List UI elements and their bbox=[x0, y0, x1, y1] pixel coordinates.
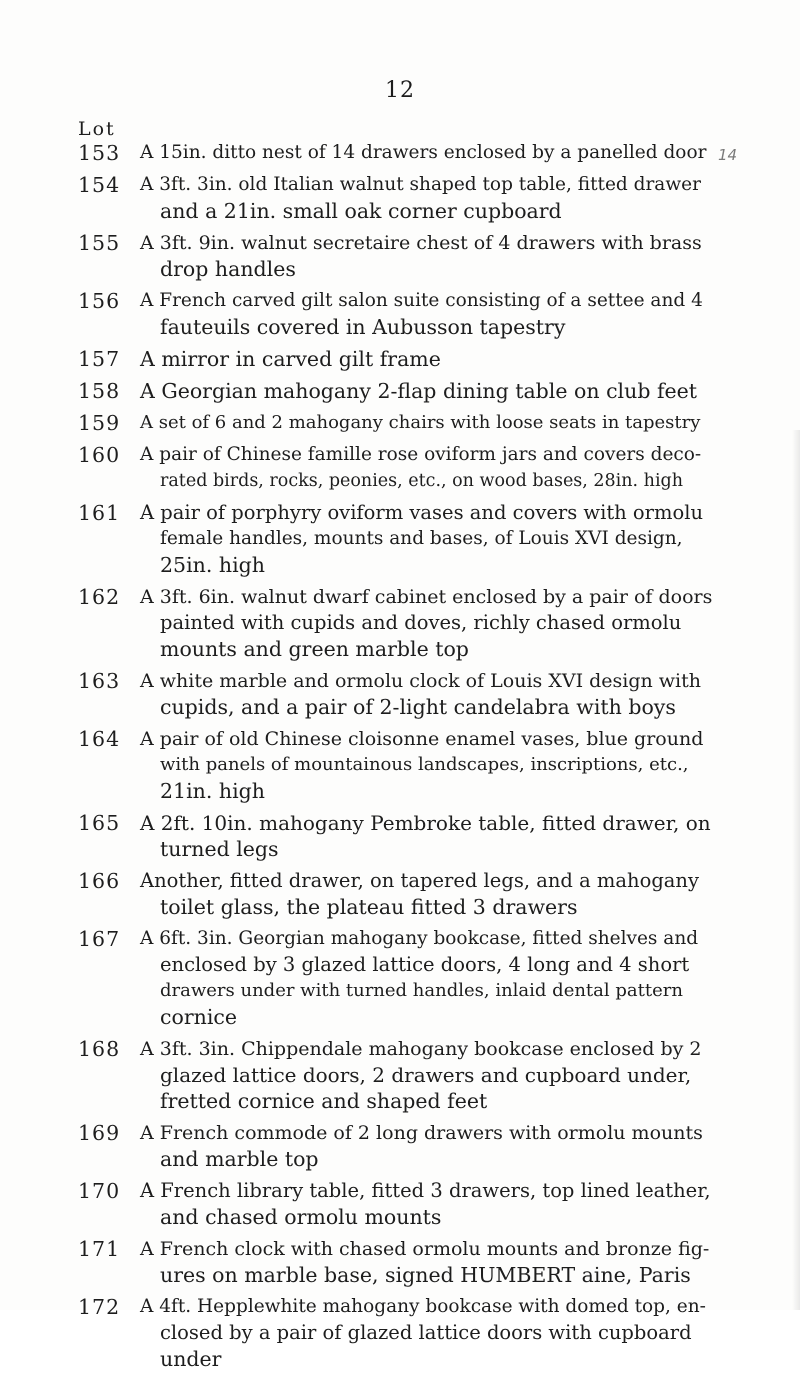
lot-description bbox=[140, 584, 712, 662]
lot-description-line: 25in. high bbox=[160, 553, 265, 577]
lot-description-line: A 3ft. 3in. Chippendale mahogany bookcase enclosed by 2 bbox=[140, 1038, 702, 1060]
lot-description-line: painted with cupids and doves, richly chased ormolu bbox=[160, 611, 682, 634]
lot-entry bbox=[0, 288, 800, 340]
lot-description-line: A set of 6 and 2 mahogany chairs with loose seats in tapestry bbox=[140, 412, 701, 433]
lot-description bbox=[140, 140, 712, 166]
lot-description-line: cornice bbox=[160, 1005, 237, 1029]
lot-number: 162 bbox=[78, 585, 121, 609]
lot-description-line: A French carved gilt salon suite consisting of a settee and 4 bbox=[140, 290, 703, 311]
lot-entry bbox=[0, 726, 800, 804]
lot-number: 153 bbox=[78, 141, 121, 165]
lot-number: 157 bbox=[78, 347, 121, 371]
lot-entry bbox=[0, 346, 800, 372]
lot-entry bbox=[0, 668, 800, 720]
lot-entry bbox=[0, 442, 800, 494]
lot-description-line: drop handles bbox=[160, 257, 296, 281]
lot-description-line: Another, fitted drawer, on tapered legs, and a mahogany bbox=[140, 869, 700, 892]
lot-entry bbox=[0, 378, 800, 404]
lot-number: 161 bbox=[78, 501, 121, 525]
lot-number: 169 bbox=[78, 1121, 121, 1145]
lot-number: 160 bbox=[78, 443, 121, 467]
lot-description bbox=[140, 726, 712, 804]
lot-entry bbox=[0, 1294, 800, 1372]
lot-number: 170 bbox=[78, 1179, 121, 1203]
lot-description bbox=[140, 1036, 712, 1114]
lot-description-line: with panels of mountainous landscapes, inscriptions, etc., bbox=[160, 754, 689, 775]
lot-number: 171 bbox=[78, 1237, 121, 1261]
lot-description-line: 21in. high bbox=[160, 779, 265, 803]
lot-description bbox=[140, 810, 712, 862]
lot-description bbox=[140, 346, 712, 372]
lot-description-line: A 3ft. 6in. walnut dwarf cabinet enclosed by a pair of doors bbox=[140, 586, 713, 608]
lot-description bbox=[140, 668, 712, 720]
lot-entry bbox=[0, 926, 800, 1030]
lot-description-line: mounts and green marble top bbox=[160, 637, 469, 661]
lot-description-line: fretted cornice and shaped feet bbox=[160, 1089, 488, 1113]
handwritten-price-note: 14 bbox=[718, 146, 738, 164]
lot-entry bbox=[0, 1178, 800, 1230]
lot-list bbox=[0, 140, 800, 1378]
lot-description bbox=[140, 172, 712, 224]
lot-entry bbox=[0, 500, 800, 578]
lot-description-line: A pair of porphyry oviform vases and covers with ormolu bbox=[140, 501, 704, 524]
lot-entry bbox=[0, 1036, 800, 1114]
lot-description-line: under bbox=[160, 1347, 222, 1371]
lot-description bbox=[140, 410, 712, 436]
lot-description bbox=[140, 1178, 712, 1230]
lot-entry bbox=[0, 172, 800, 224]
lot-description-line: turned legs bbox=[160, 837, 279, 861]
lot-description bbox=[140, 442, 712, 494]
lot-entry bbox=[0, 230, 800, 282]
lot-description-line: and chased ormolu mounts bbox=[160, 1205, 442, 1229]
lot-description-line: A 6ft. 3in. Georgian mahogany bookcase, fitted shelves and bbox=[140, 928, 699, 949]
lot-description-line: and a 21in. small oak corner cupboard bbox=[160, 199, 562, 223]
lot-number: 159 bbox=[78, 411, 121, 435]
lot-number: 154 bbox=[78, 173, 121, 197]
lot-number: 167 bbox=[78, 927, 121, 951]
lot-description-line: enclosed by 3 glazed lattice doors, 4 long and 4 short bbox=[160, 953, 690, 976]
lot-number: 165 bbox=[78, 811, 121, 835]
lot-description-line: A 15in. ditto nest of 14 drawers enclosed by a panelled door bbox=[140, 142, 707, 163]
lot-number: 164 bbox=[78, 727, 121, 751]
lot-entry bbox=[0, 810, 800, 862]
lot-description-line: A white marble and ormolu clock of Louis XVI design with bbox=[140, 670, 702, 692]
lot-description-line: A 3ft. 3in. old Italian walnut shaped top table, fitted drawer bbox=[140, 174, 701, 195]
lot-description-line: and marble top bbox=[160, 1147, 319, 1171]
lot-description-line: female handles, mounts and bases, of Louis XVI design, bbox=[160, 528, 683, 549]
lot-description-line: drawers under with turned handles, inlaid dental pattern bbox=[160, 980, 683, 1001]
lot-description-line: A Georgian mahogany 2-flap dining table on club feet bbox=[140, 379, 698, 403]
page-number: 12 bbox=[385, 78, 415, 103]
lot-description bbox=[140, 230, 712, 282]
lot-column-header: Lot bbox=[78, 118, 116, 140]
lot-description bbox=[140, 868, 712, 920]
lot-description-line: closed by a pair of glazed lattice doors with cupboard bbox=[160, 1321, 692, 1344]
lot-description-line: A mirror in carved gilt frame bbox=[140, 347, 441, 371]
lot-entry bbox=[0, 584, 800, 662]
lot-description-line: ures on marble base, signed HUMBERT aine, Paris bbox=[160, 1263, 691, 1287]
lot-number: 158 bbox=[78, 379, 121, 403]
lot-number: 172 bbox=[78, 1295, 121, 1319]
lot-description bbox=[140, 1294, 712, 1372]
lot-description-line: A 2ft. 10in. mahogany Pembroke table, fitted drawer, on bbox=[140, 811, 711, 835]
lot-entry bbox=[0, 1236, 800, 1288]
lot-number: 163 bbox=[78, 669, 121, 693]
lot-description-line: A pair of old Chinese cloisonne enamel vases, blue ground bbox=[140, 728, 704, 750]
lot-description-line: A pair of Chinese famille rose oviform jars and covers deco- bbox=[140, 444, 702, 465]
lot-description-line: cupids, and a pair of 2-light candelabra with boys bbox=[160, 695, 676, 719]
lot-description-line: A French library table, fitted 3 drawers, top lined leather, bbox=[140, 1179, 711, 1202]
lot-description bbox=[140, 500, 712, 578]
lot-description bbox=[140, 926, 712, 1030]
lot-number: 168 bbox=[78, 1037, 121, 1061]
lot-description-line: A French commode of 2 long drawers with ormolu mounts bbox=[140, 1122, 703, 1144]
lot-number: 155 bbox=[78, 231, 121, 255]
lot-number: 156 bbox=[78, 289, 121, 313]
lot-description-line: toilet glass, the plateau fitted 3 drawers bbox=[160, 895, 578, 919]
lot-description-line: glazed lattice doors, 2 drawers and cupboard under, bbox=[160, 1063, 692, 1087]
lot-entry bbox=[0, 140, 800, 166]
lot-description bbox=[140, 378, 712, 404]
lot-number: 166 bbox=[78, 869, 121, 893]
lot-description bbox=[140, 1236, 712, 1288]
lot-description-line: fauteuils covered in Aubusson tapestry bbox=[160, 315, 566, 339]
lot-entry bbox=[0, 410, 800, 436]
page-edge-shadow bbox=[792, 430, 800, 1310]
lot-entry bbox=[0, 868, 800, 920]
lot-description-line: A 3ft. 9in. walnut secretaire chest of 4 drawers with brass bbox=[140, 232, 702, 254]
lot-entry bbox=[0, 1120, 800, 1172]
lot-description-line: rated birds, rocks, peonies, etc., on wood bases, 28in. high bbox=[160, 471, 684, 491]
lot-description bbox=[140, 288, 712, 340]
lot-description-line: A French clock with chased ormolu mounts and bronze fig- bbox=[140, 1238, 710, 1260]
lot-description-line: A 4ft. Hepplewhite mahogany bookcase with domed top, en- bbox=[140, 1296, 706, 1317]
lot-description bbox=[140, 1120, 712, 1172]
